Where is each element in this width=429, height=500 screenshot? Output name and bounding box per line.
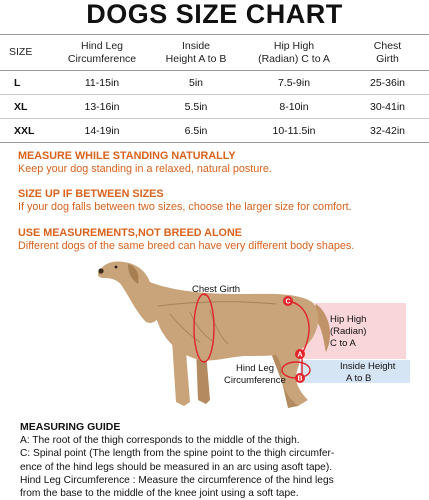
tip-text: Different dogs of the same breed can have very different body shapes. [18, 240, 355, 252]
tip-heading: SIZE UP IF BETWEEN SIZES [18, 188, 164, 200]
guide-heading: MEASURING GUIDE [20, 421, 121, 433]
tip-text: Keep your dog standing in a relaxed, natural posture. [18, 163, 272, 175]
inside-height-label-2: A to B [346, 373, 372, 384]
hind-leg-label-1: Hind Leg [236, 363, 275, 374]
tip-measurements [18, 227, 423, 253]
point-c-label: C [285, 298, 291, 306]
tip-text: If your dog falls between two sizes, choose the larger size for comfort. [18, 201, 352, 213]
tip-size-up [18, 188, 423, 214]
guide-line: from the base to the middle of the knee joint using a soft tape. [20, 488, 299, 500]
size-chart-table [0, 34, 429, 143]
cell-size: L [0, 71, 54, 95]
cell-inside-height: 6.5in [150, 119, 242, 143]
guide-line: Hind Leg Circumference : Measure the circumference of the hind legs [20, 474, 334, 486]
cell-inside-height: 5.5in [150, 95, 242, 119]
tip-heading: USE MEASUREMENTS,NOT BREED ALONE [18, 227, 242, 239]
cell-hip-high: 10-11.5in [242, 119, 346, 143]
page-title: DOGS SIZE CHART [86, 0, 343, 29]
point-b-label: B [297, 375, 303, 383]
cell-chest-girth: 30-41in [346, 95, 429, 119]
cell-hip-high: 8-10in [242, 95, 346, 119]
table-row [0, 71, 429, 95]
hind-leg-label-2: Circumference [224, 375, 286, 386]
guide-line: ence of the hind legs should be measured in an arc using asoft tape). [20, 461, 333, 473]
table-header-row [0, 35, 429, 71]
cell-size: XL [0, 95, 54, 119]
header-inside-height: Inside Height A to B [150, 35, 242, 71]
guide-line: A: The root of the thigh corresponds to the middle of the thigh. [20, 435, 300, 447]
cell-chest-girth: 25-36in [346, 71, 429, 95]
hip-high-label-3: C to A [330, 338, 356, 349]
cell-hind-leg: 13-16in [54, 95, 150, 119]
measuring-guide [20, 421, 425, 500]
cell-hind-leg: 14-19in [54, 119, 150, 143]
hip-high-label-2: (Radian) [330, 326, 367, 337]
cell-hip-high: 7.5-9in [242, 71, 346, 95]
header-hip-high: Hip High (Radian) C to A [242, 35, 346, 71]
dog-measurement-diagram [0, 256, 429, 416]
chest-girth-label: Chest Girth [192, 284, 241, 295]
table-row [0, 119, 429, 143]
tip-standing [18, 150, 423, 176]
header-hind-leg: Hind Leg Circumference [54, 35, 150, 71]
cell-size: XXL [0, 119, 54, 143]
header-chest-girth: Chest Girth [346, 35, 429, 71]
table-row [0, 95, 429, 119]
tip-heading: MEASURE WHILE STANDING NATURALLY [18, 150, 236, 162]
header-size: SIZE [0, 35, 54, 71]
cell-hind-leg: 11-15in [54, 71, 150, 95]
guide-line: C: Spinal point (The length from the spine point to the thigh circumfer- [20, 448, 335, 460]
point-a-label: A [297, 351, 303, 359]
inside-height-label-1: Inside Height [340, 361, 396, 372]
cell-chest-girth: 32-42in [346, 119, 429, 143]
cell-inside-height: 5in [150, 71, 242, 95]
hip-high-label-1: Hip High [330, 314, 367, 325]
